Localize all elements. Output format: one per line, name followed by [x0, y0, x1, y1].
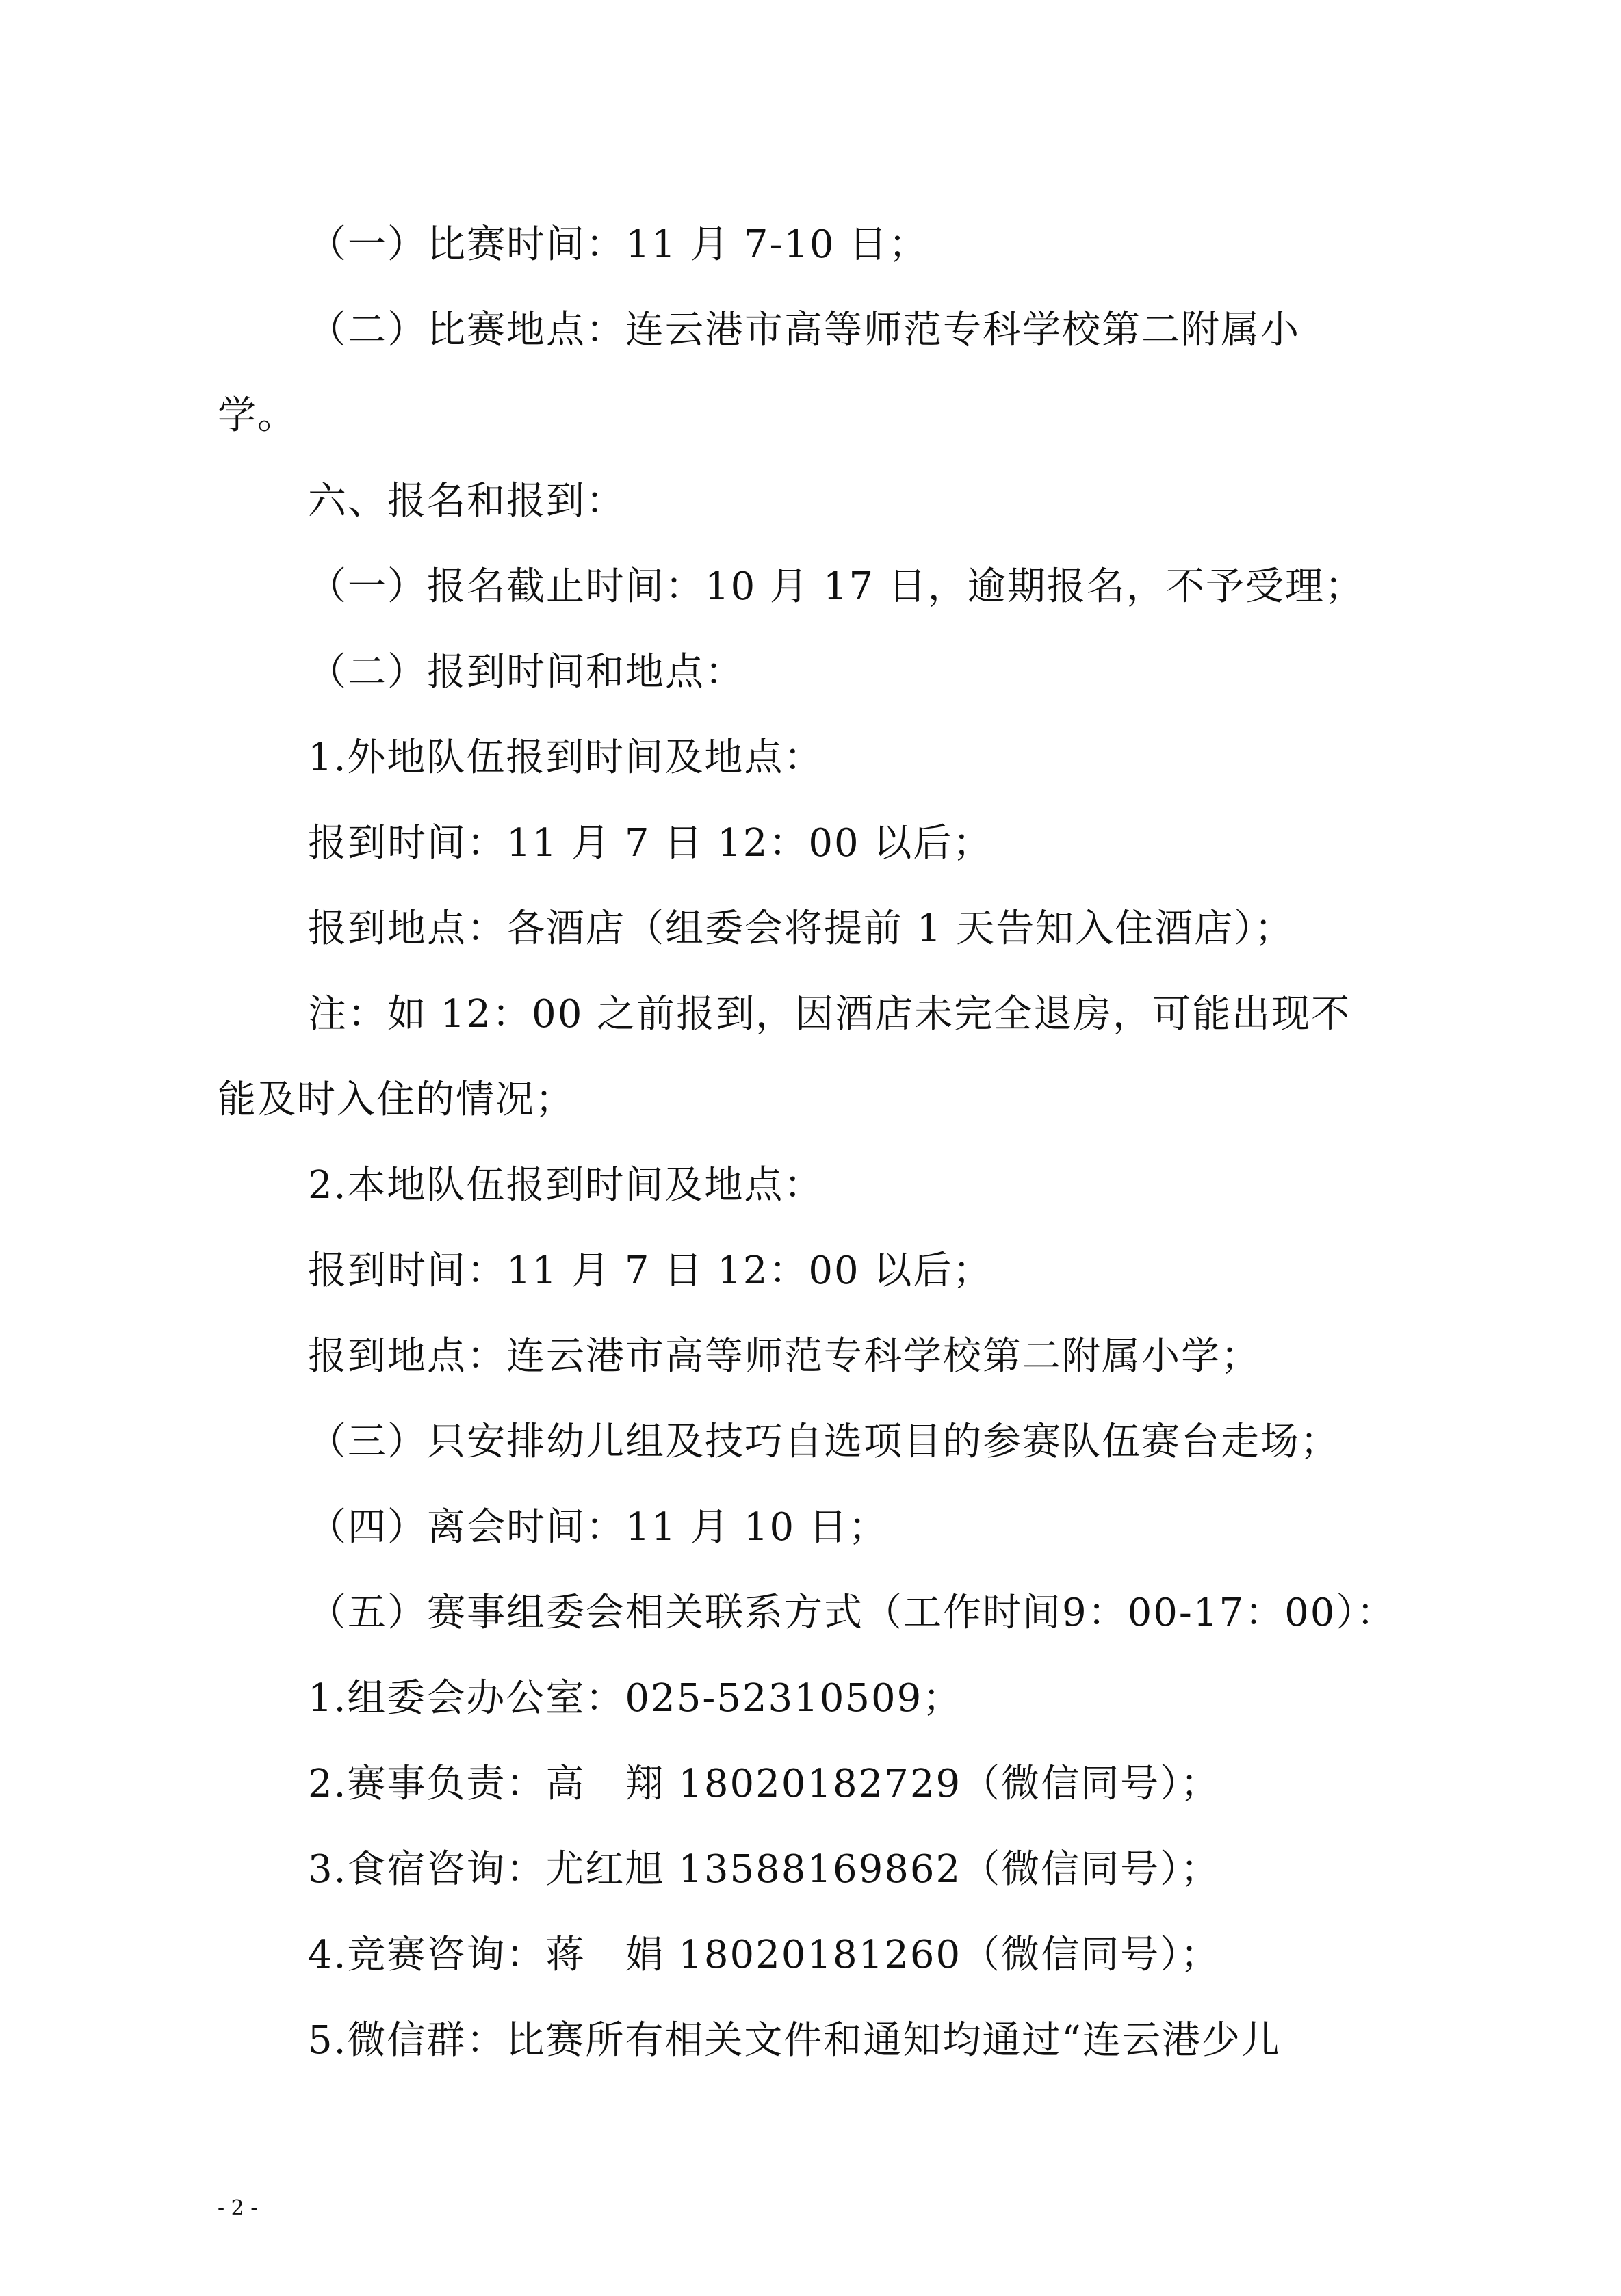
- text-line: （二）比赛地点：连云港市高等师范专科学校第二附属小: [308, 308, 1300, 352]
- text-line: 2.赛事负责：高 翔 18020182729（微信同号）；: [308, 1762, 1221, 1806]
- text-line: 1.组委会办公室：025-52310509；: [308, 1676, 963, 1721]
- text-line: （一）报名截止时间：10 月 17 日，逾期报名，不予受理；: [308, 564, 1364, 609]
- text-line: 报到地点：各酒店（组委会将提前 1 天告知入住酒店）；: [308, 906, 1295, 951]
- text-line: （一）比赛时间：11 月 7-10 日；: [308, 222, 929, 267]
- text-line: 2.本地队伍报到时间及地点：: [308, 1163, 824, 1208]
- text-line: 3.食宿咨询：尤红旭 13588169862（微信同号）；: [308, 1847, 1221, 1892]
- text-line: 报到地点：连云港市高等师范专科学校第二附属小学；: [308, 1334, 1260, 1379]
- text-line: 报到时间：11 月 7 日 12：00 以后；: [308, 821, 993, 865]
- text-line: （二）报到时间和地点：: [308, 650, 744, 694]
- text-line: （三）只安排幼儿组及技巧自选项目的参赛队伍赛台走场；: [308, 1420, 1340, 1464]
- text-line: 能及时入住的情况；: [218, 1078, 575, 1122]
- text-line: 1.外地队伍报到时间及地点：: [308, 735, 824, 780]
- page-number: - 2 -: [218, 2196, 258, 2220]
- text-line: 5.微信群：比赛所有相关文件和通知均通过“连云港少儿: [308, 2018, 1282, 2063]
- text-line: 4.竞赛咨询：蒋 娟 18020181260（微信同号）；: [308, 1933, 1221, 1977]
- text-line: （四）离会时间：11 月 10 日；: [308, 1505, 888, 1550]
- text-line: （五）赛事组委会相关联系方式（工作时间9：00-17：00）：: [308, 1591, 1397, 1635]
- section-heading: 六、报名和报到：: [308, 479, 625, 523]
- text-line: 注：如 12：00 之前报到，因酒店未完全退房，可能出现不: [308, 992, 1351, 1036]
- text-line: 学。: [218, 393, 297, 438]
- text-line: 报到时间：11 月 7 日 12：00 以后；: [308, 1249, 993, 1293]
